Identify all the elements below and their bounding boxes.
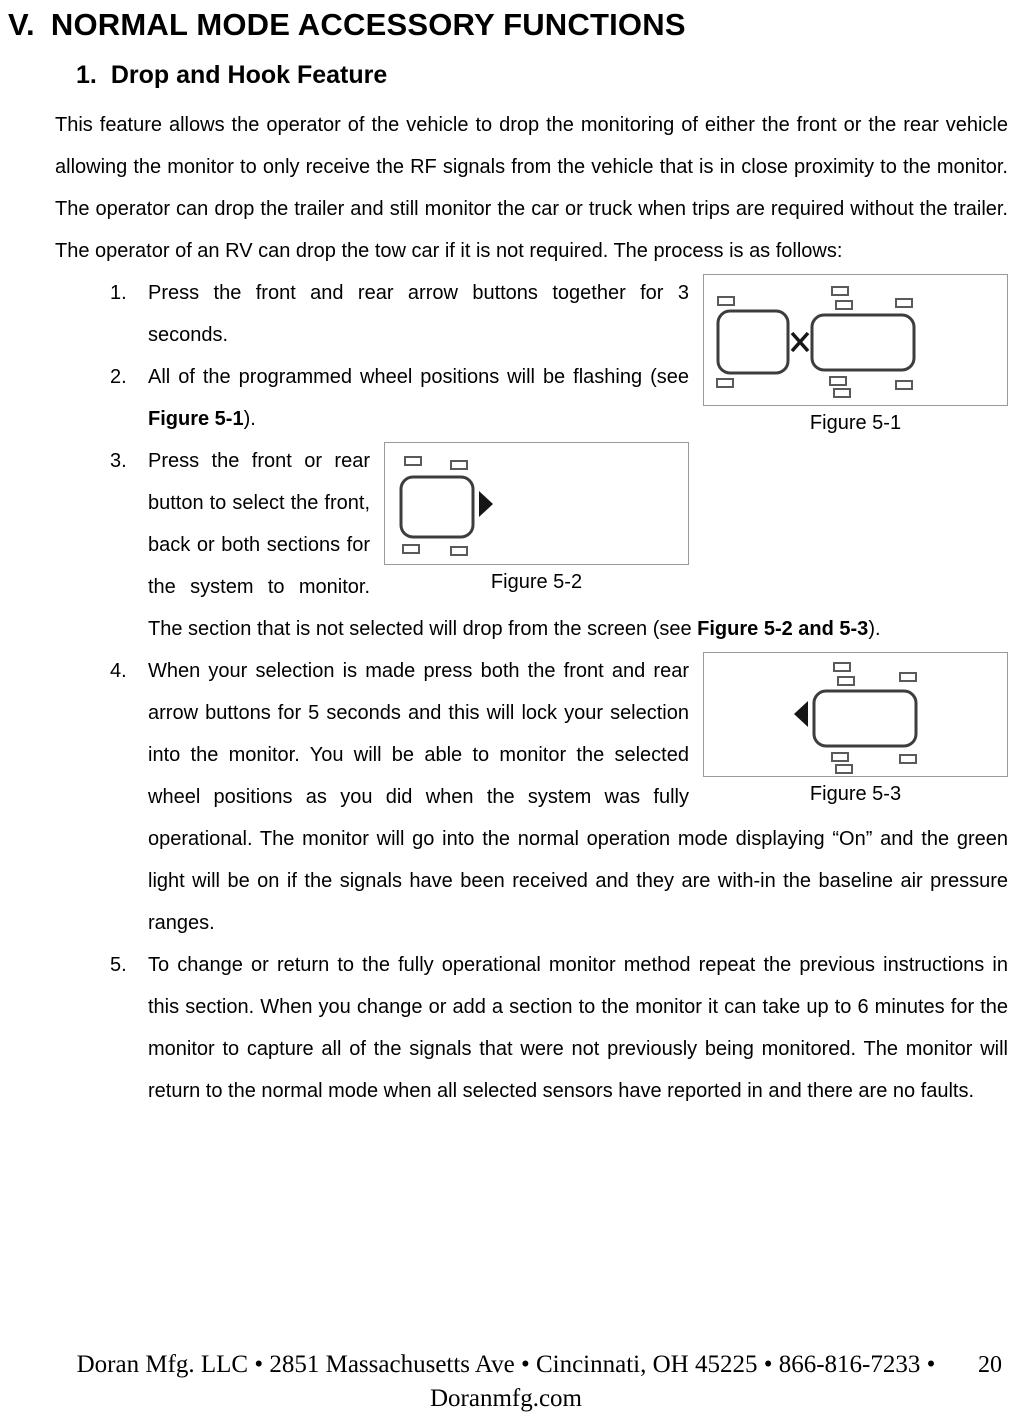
step-text (148, 366, 689, 430)
sensor-marker (836, 765, 852, 773)
step-text-part: When your selection is made press both the front and rear arrow buttons for 5 seconds and this will lock your selection into the monitor. You will be able to monitor the selected wheel positions as you did when the system was fully operational. The monitor will go into the normal operation mode displaying “On” and the green light will be on if the signals have been received and they are with-in the baseline air pressure ranges. (148, 660, 1008, 934)
truck-cab-outline (401, 477, 473, 537)
sensor-marker (900, 755, 916, 763)
steps-list (0, 272, 1008, 1112)
step-text-part: Press the front and rear arrow buttons together for 3 seconds. (148, 282, 689, 346)
figure-5-2 (384, 442, 689, 595)
step-text-part: ). (868, 618, 881, 640)
sensor-marker (896, 299, 912, 307)
sensor-marker (405, 457, 421, 465)
sensor-marker (900, 673, 916, 681)
sensor-marker (451, 547, 467, 555)
step-5 (0, 944, 1008, 1112)
section-title: NORMAL MODE ACCESSORY FUNCTIONS (50, 7, 686, 42)
section-heading (8, 6, 1012, 44)
footer-line-1: Doran Mfg. LLC • 2851 Massachusetts Ave • Cincinnati, OH 45225 • 866-816-7233 • (76, 1351, 936, 1378)
step-2 (0, 356, 1008, 440)
step-number: 5. (110, 954, 127, 976)
step-3 (0, 440, 1008, 650)
step-number: 1. (110, 282, 127, 304)
sensor-marker (834, 663, 850, 671)
subsection-title: Drop and Hook Feature (110, 61, 388, 89)
arrow-right-icon (479, 491, 493, 517)
step-text (148, 954, 1008, 1102)
sensor-marker (832, 287, 848, 295)
sensor-marker (838, 677, 854, 685)
step-text-bold: Figure 5-2 and 5-3 (697, 618, 869, 640)
step-number: 4. (110, 660, 127, 682)
figure-5-3-box (703, 652, 1008, 777)
subsection-number: 1. (76, 61, 97, 89)
subsection-heading (76, 60, 1012, 90)
sensor-marker (836, 301, 852, 309)
step-text-part: All of the programmed wheel positions will be flashing (see (148, 366, 689, 388)
hitch-x-icon (792, 333, 808, 351)
rear-section-diagram (704, 653, 1007, 776)
figure-5-3-caption: Figure 5-3 (809, 783, 902, 805)
intro-paragraph: This feature allows the operator of the vehicle to drop the monitoring of either the front or the rear vehicle allowing the monitor to only receive the RF signals from the vehicle that is in close proximity to the monitor. The operator can drop the trailer and still monitor the car or truck when trips are required without the trailer. The operator of an RV can drop the tow car if it is not required. The process is as follows: (55, 114, 1008, 262)
sensor-marker (832, 753, 848, 761)
step-number: 2. (110, 366, 127, 388)
step-4 (0, 650, 1008, 944)
page-number: 20 (978, 1352, 1002, 1378)
step-text-part: To change or return to the fully operational monitor method repeat the previous instructions in this section. When you change or add a section to the monitor it can take up to 6 minutes for the monitor to capture all of the signals that were not previously being monitored. The monitor will return to the normal mode when all selected sensors have reported in and there are no faults. (148, 954, 1008, 1102)
figure-5-2-caption: Figure 5-2 (490, 571, 583, 593)
figure-5-3 (703, 652, 1008, 807)
footer (0, 1348, 1012, 1415)
front-section-diagram (385, 443, 688, 564)
step-number: 3. (110, 450, 127, 472)
step-text-bold: Figure 5-1 (148, 408, 244, 430)
figure-5-1-caption: Figure 5-1 (809, 412, 902, 434)
arrow-left-icon (794, 701, 808, 727)
step-text-part: Press the front or rear button to select the front, back or both sections for the system to monitor. The section that is not selected will drop from the screen (see (148, 450, 698, 640)
footer-line-2: Doranmfg.com (429, 1385, 583, 1412)
trailer-outline (814, 691, 916, 746)
step-text-part: ). (243, 408, 256, 430)
sensor-marker (451, 461, 467, 469)
sensor-marker (403, 545, 419, 553)
step-text (148, 282, 689, 346)
sensor-marker (718, 297, 734, 305)
figure-5-2-box (384, 442, 689, 565)
section-number: V. (8, 7, 35, 42)
